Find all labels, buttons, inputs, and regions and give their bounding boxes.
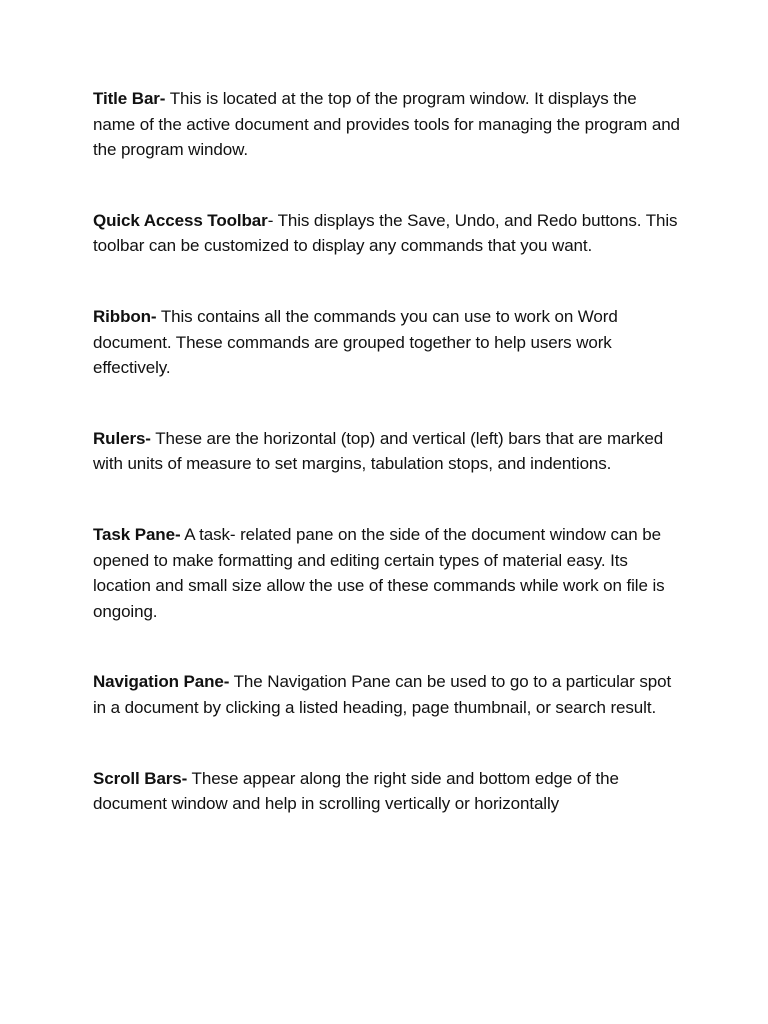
- entry-rulers: [93, 426, 683, 477]
- entry-title-bar: [93, 86, 683, 163]
- term-title-bar: Title Bar-: [93, 89, 166, 108]
- term-navigation-pane: Navigation Pane-: [93, 672, 230, 692]
- term-quick-access-toolbar: Quick Access Toolbar: [93, 210, 268, 230]
- term-scroll-bars: Scroll Bars-: [93, 768, 188, 788]
- entry-navigation-pane: [93, 669, 683, 720]
- definition-navigation-pane: The Navigation Pane can be used to go to a particular spot in a document by clicking a listed heading, page thumbnail, or search result.: [93, 672, 672, 717]
- entry-ribbon: [93, 304, 683, 381]
- definition-quick-access-toolbar: - This displays the Save, Undo, and Redo buttons. This toolbar can be customized to display any commands that you want.: [93, 210, 678, 256]
- definition-rulers: These are the horizontal (top) and vertical (left) bars that are marked with units of measure to set margins, tabulation stops, and indentions.: [93, 428, 664, 474]
- entry-task-pane: [93, 522, 683, 624]
- entry-scroll-bars: [93, 766, 683, 817]
- definition-title-bar: This is located at the top of the program window. It displays the name of the active document and provides tools for managing the program and the program window.: [93, 89, 680, 160]
- term-task-pane: Task Pane-: [93, 524, 181, 544]
- entry-quick-access-toolbar: [93, 208, 683, 259]
- term-ribbon: Ribbon-: [93, 306, 157, 326]
- definition-ribbon: This contains all the commands you can use to work on Word document. These commands are grouped together to help users work effectively.: [93, 306, 618, 378]
- definition-task-pane: A task- related pane on the side of the document window can be opened to make formatting and editing certain types of material easy. Its location and small size allow the use of these commands while work on file is ongoing.: [93, 524, 665, 621]
- definition-scroll-bars: These appear along the right side and bottom edge of the document window and help in scrolling vertically or horizontally: [93, 768, 619, 814]
- document-page: [93, 86, 683, 817]
- term-rulers: Rulers-: [93, 428, 151, 448]
